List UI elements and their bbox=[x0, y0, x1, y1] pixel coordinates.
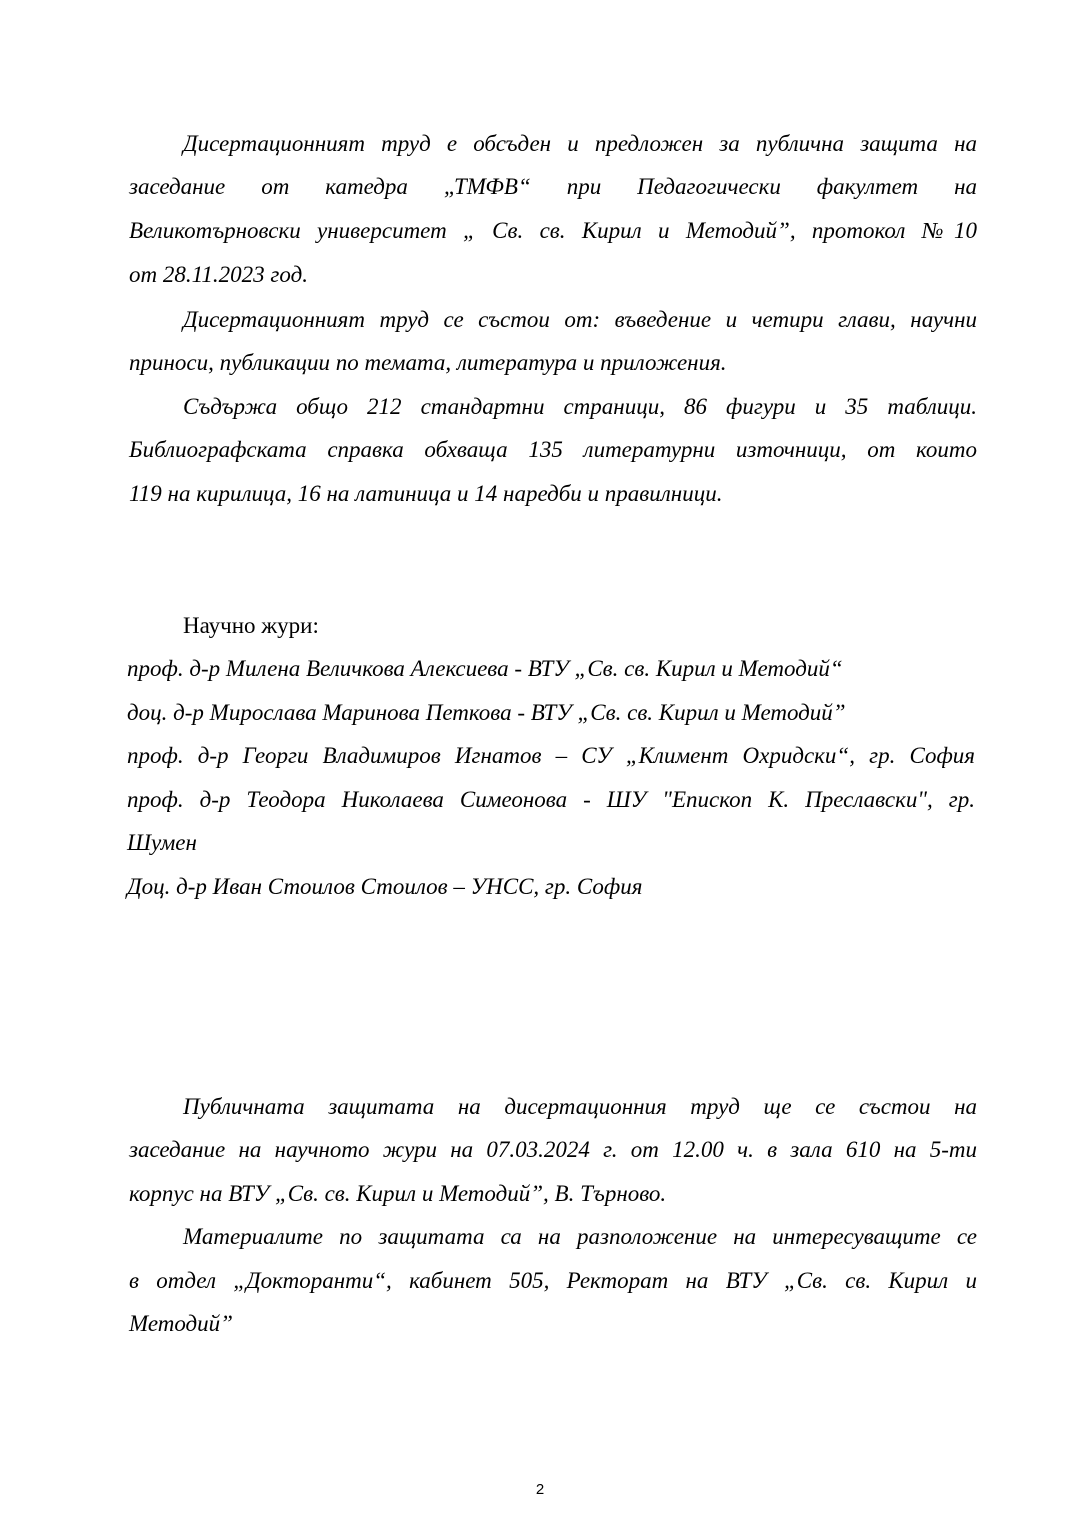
jury-member-continuation: Шумен bbox=[127, 830, 197, 855]
paragraph5-line: Методий” bbox=[129, 1311, 233, 1336]
paragraph1-line: от 28.11.2023 год. bbox=[129, 262, 308, 287]
jury-member: доц. д-р Мирослава Маринова Петкова - ВТУ „Св. св. Кирил и Методий” bbox=[127, 700, 846, 725]
jury-member: проф. д-р Милена Величкова Алексиева - ВТУ „Св. св. Кирил и Методий“ bbox=[127, 656, 843, 681]
paragraph4-line: заседание на научното жури на 07.03.2024 г. от 12.00 ч. в зала 610 на 5-ти bbox=[129, 1137, 977, 1162]
paragraph3-line: Библиографската справка обхваща 135 литературни източници, от които bbox=[129, 437, 977, 462]
paragraph3-line: Съдържа общо 212 стандартни страници, 86 фигури и 35 таблици. bbox=[183, 394, 977, 419]
jury-member: Доц. д-р Иван Стоилов Стоилов – УНСС, гр. София bbox=[127, 874, 643, 899]
paragraph3-line: 119 на кирилица, 16 на латиница и 14 наредби и правилници. bbox=[129, 481, 723, 506]
paragraph1-line: заседание от катедра „ТМФВ“ при Педагогически факултет на bbox=[129, 174, 977, 199]
paragraph4-line: корпус на ВТУ „Св. св. Кирил и Методий”, В. Търново. bbox=[129, 1181, 667, 1206]
paragraph2-line: приноси, публикации по темата, литература и приложения. bbox=[129, 350, 727, 375]
jury-heading: Научно жури: bbox=[183, 613, 319, 638]
paragraph4-line: Публичната защитата на дисертационния труд ще се състои на bbox=[183, 1094, 977, 1119]
jury-member: проф. д-р Теодора Николаева Симеонова - ШУ "Епископ К. Преславски", гр. bbox=[127, 787, 975, 812]
paragraph2-line: Дисертационният труд се състои от: въведение и четири глави, научни bbox=[183, 307, 977, 332]
paragraph5-line: Материалите по защитата са на разположение на интересуващите се bbox=[183, 1224, 977, 1249]
paragraph1-line: Великотърновски университет „ Св. св. Кирил и Методий”, протокол №10 bbox=[129, 218, 977, 243]
paragraph5-line: в отдел „Докторанти“, кабинет 505, Ректорат на ВТУ „Св. св. Кирил и bbox=[129, 1268, 977, 1293]
jury-member: проф. д-р Георги Владимиров Игнатов – СУ „Климент Охридски“, гр. София bbox=[127, 743, 975, 768]
page-number: 2 bbox=[535, 1481, 545, 1498]
paragraph1-line: Дисертационният труд е обсъден и предложен за публична защита на bbox=[183, 131, 977, 156]
